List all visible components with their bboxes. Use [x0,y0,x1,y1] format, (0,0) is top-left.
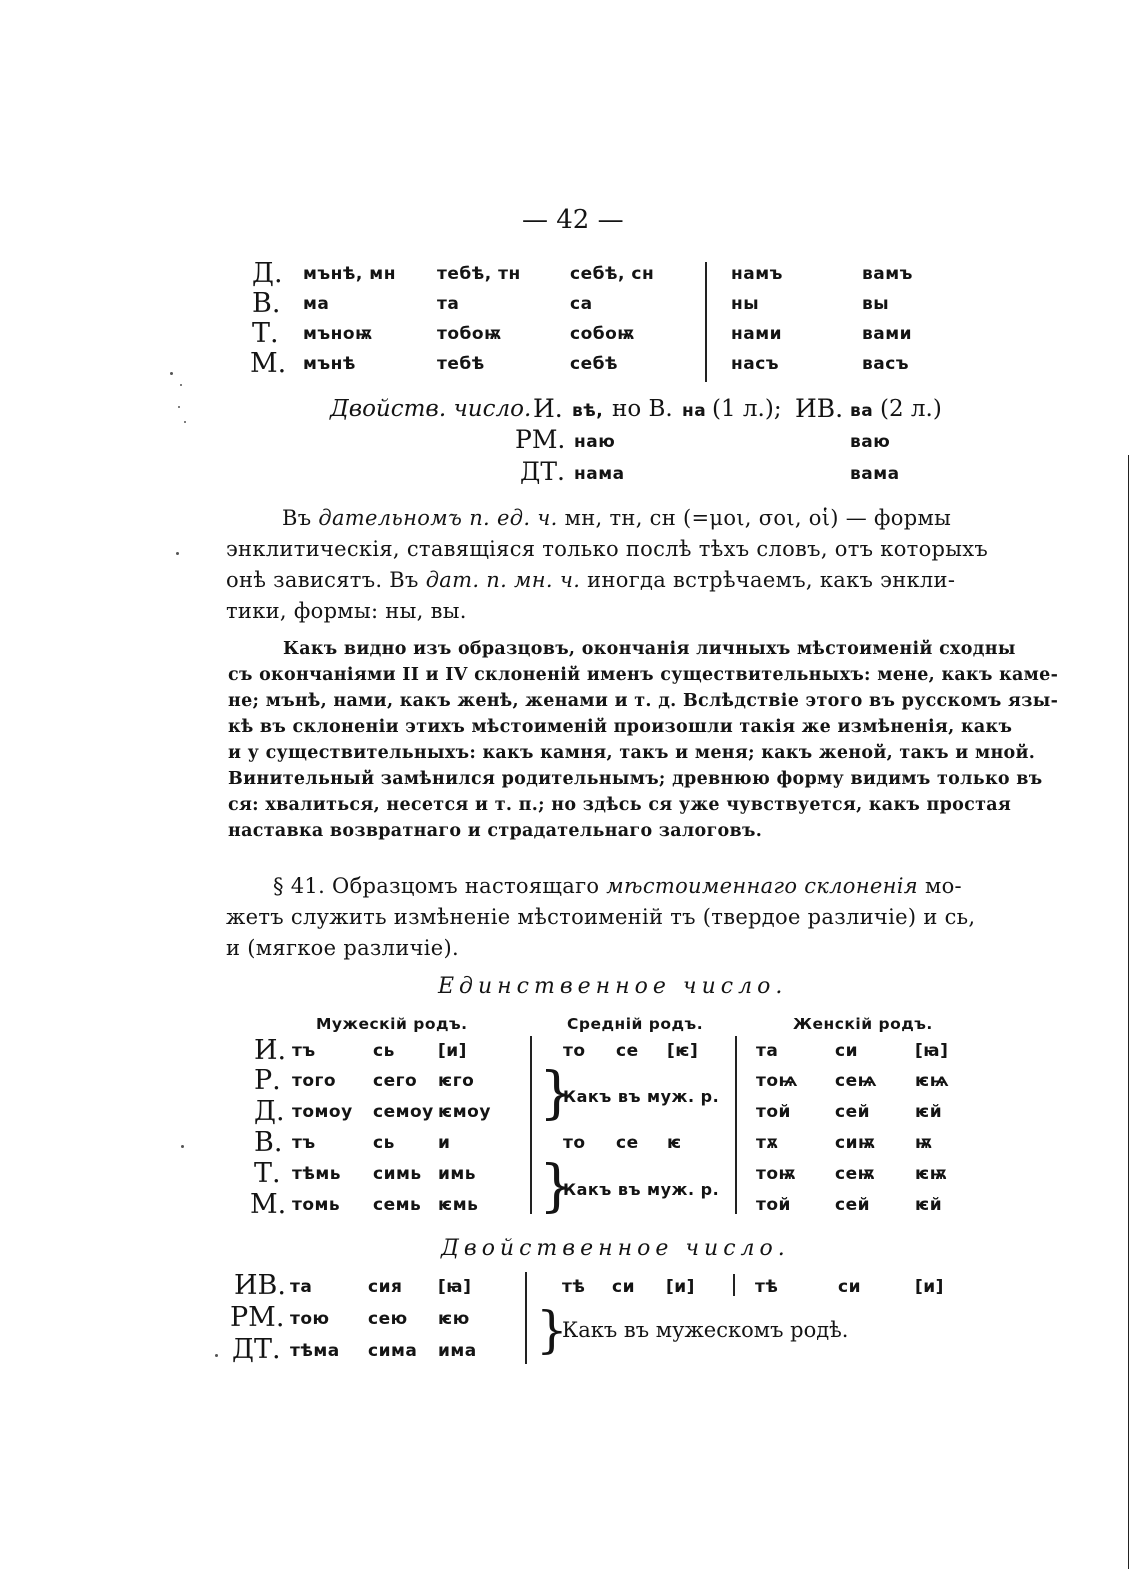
case-label: Д. [252,258,283,289]
case-label: В. [254,1127,283,1158]
text-line: съ окончаніями II и IV склоненій именъ существительныхъ: мене, какъ каме- [228,665,1059,685]
table-cell: ѥмь [438,1195,479,1215]
text-line: тики, формы: ны, вы. [226,599,467,623]
text-line: онѣ зависятъ. Въ дат. п. мн. ч. иногда встрѣчаемъ, какъ энкли- [226,568,956,592]
table-cell: ѥй [915,1195,943,1215]
table-cell: нами [731,324,783,344]
page-edge-line [1128,455,1129,1569]
text-line: жетъ служить измѣненіе мѣстоименій тъ (твердое различіе) и сь, [226,905,976,929]
case-label: ДТ. [232,1334,281,1365]
table-cell: ѥго [438,1071,475,1091]
table-cell: си [835,1041,858,1061]
table-cell: [и] [666,1277,695,1297]
case-label: Р. [254,1065,281,1096]
table-cell: семоу [373,1102,434,1122]
form: вама [850,464,900,484]
table-cell: [ꙗ] [438,1277,472,1297]
table-cell: тебѣ [437,354,485,374]
case-label: РМ. [515,425,566,454]
table-cell: сей [835,1102,871,1122]
table-cell: тѣма [290,1341,340,1361]
case-label: РМ. [230,1302,285,1333]
table-cell: мъноѭ [303,324,373,344]
table-cell: тѣмь [292,1164,342,1184]
case-label: ИВ. [795,394,844,423]
table-cell: ѥю [438,1309,470,1329]
case-label: Т. [254,1158,281,1189]
case-label: Д. [254,1096,285,1127]
case-label: ИВ. [234,1270,286,1301]
table-cell: ма [303,294,330,314]
table-cell: томь [292,1195,341,1215]
table-cell: се [616,1041,639,1061]
scan-speck [180,384,182,386]
text: (1 л.); [712,396,782,422]
text: но В. [612,396,673,422]
table-cell: ѥѭ [915,1164,948,1184]
table-cell: си [612,1277,635,1297]
text-line: Въ дательномъ п. ед. ч. мн, тн, сн (=μοι, σοι, οἱ) — формы [282,506,952,530]
table-cell: сь [373,1041,395,1061]
page-number: — 42 — [522,205,624,235]
table-cell: та [290,1277,313,1297]
table-cell: [и] [438,1041,467,1061]
table-cell: тоѩ [756,1071,799,1091]
table-cell: тѣ [562,1277,586,1297]
form: наю [574,432,616,452]
case-label: И. [254,1035,287,1066]
case-label: В. [252,288,281,319]
scan-speck [178,406,180,408]
text-line: и (мягкое различіе). [226,936,459,960]
table-cell: тоѭ [756,1164,797,1184]
table-cell: собоѭ [570,324,635,344]
table-cell: сей [835,1195,871,1215]
case-label: М. [250,348,287,379]
brace: } [536,1301,568,1359]
scan-speck [176,552,179,555]
scan-speck [181,1145,184,1148]
table-cell: тобоѭ [437,324,502,344]
table-cell: то [563,1041,586,1061]
form: нама [574,464,625,484]
table-cell: сима [368,1341,418,1361]
column-divider [530,1036,532,1214]
column-divider [705,262,707,382]
form: ва [850,401,874,421]
table-cell: си [838,1277,861,1297]
column-divider [735,1036,737,1214]
case-label: ДТ. [520,457,565,486]
table-cell: се [616,1133,639,1153]
text-line: энклитическія, ставящіяся только послѣ тѣхъ словъ, отъ которыхъ [226,537,989,561]
column-header: Женскій родъ. [793,1015,933,1033]
table-cell: мънѣ, мн [303,264,396,284]
text-line: кѣ въ склоненіи этихъ мѣстоименій произошли такія же измѣненія, какъ [228,717,1013,737]
same-as-note: Какъ въ муж. р. [563,1180,720,1199]
table-cell: сь [373,1133,395,1153]
table-cell: насъ [731,354,780,374]
text-line: § 41. Образцомъ настоящаго мѣстоименнаго склоненія мо- [273,874,962,898]
table-cell: [и] [915,1277,944,1297]
table-cell: вы [862,294,890,314]
form: ваю [850,432,891,452]
table-cell: тъ [292,1041,316,1061]
table-cell: ѥ [667,1133,682,1153]
section-title: Единственное число. [438,974,788,999]
column-header: Средній родъ. [567,1015,704,1033]
column-divider [525,1272,527,1364]
scan-speck [184,421,186,423]
dual-label: Двойств. число. [330,396,532,422]
table-cell: [ꙗ] [915,1041,949,1061]
case-label: И. [533,394,563,423]
section-title: Двойственное число. [441,1236,790,1261]
text-line: не; мънѣ, нами, какъ женѣ, женами и т. д. Вслѣдствіе этого въ русскомъ язы- [228,691,1059,711]
table-cell: то [563,1133,586,1153]
table-cell: того [292,1071,337,1091]
table-cell: томоу [292,1102,353,1122]
text: (2 л.) [880,396,942,422]
text-line: Винительный замѣнился родительнымъ; древнюю форму видимъ только въ [228,769,1043,789]
table-cell: симь [373,1164,422,1184]
table-cell: ѥмоу [438,1102,491,1122]
table-cell: той [756,1195,791,1215]
table-cell: тѣ [755,1277,779,1297]
column-header: Мужескій родъ. [316,1015,468,1033]
text-line: Какъ видно изъ образцовъ, окончанія личныхъ мѣстоименій сходны [283,639,1016,659]
table-cell: тою [290,1309,330,1329]
table-cell: тѫ [756,1133,779,1153]
table-cell: сия [368,1277,403,1297]
table-cell: [ѥ] [667,1041,699,1061]
table-cell: намъ [731,264,783,284]
table-cell: сею [368,1309,408,1329]
scan-speck [170,372,173,375]
scan-speck [215,1354,218,1357]
column-divider [733,1274,735,1296]
table-cell: ѥй [915,1102,943,1122]
brace: } [539,1154,575,1219]
table-cell: себѣ [570,354,618,374]
text-line: ся: хвалиться, несется и т. п.; но здѣсь ся уже чувствуется, какъ простая [228,795,1012,815]
table-cell: той [756,1102,791,1122]
table-cell: вамъ [862,264,913,284]
same-as-note: Какъ въ муж. р. [563,1087,720,1106]
table-cell: семь [373,1195,422,1215]
table-cell: ны [731,294,760,314]
text-line: и у существительныхъ: какъ камня, такъ и меня; какъ женой, такъ и мной. [228,743,1036,763]
table-cell: имь [438,1164,477,1184]
table-cell: ѭ [915,1133,933,1153]
text-line: наставка возвратнаго и страдательнаго залоговъ. [228,821,763,841]
table-cell: сеѩ [835,1071,878,1091]
table-cell: тебѣ, тн [437,264,521,284]
table-cell: са [570,294,593,314]
table-cell: има [438,1341,477,1361]
case-label: М. [250,1189,287,1220]
table-cell: сего [373,1071,418,1091]
brace: } [539,1061,575,1126]
table-cell: сиѭ [835,1133,876,1153]
form: вѣ, [572,401,604,421]
table-cell: вами [862,324,913,344]
case-label: Т. [252,318,279,349]
table-cell: ѥѩ [915,1071,950,1091]
table-cell: та [437,294,460,314]
table-cell: васъ [862,354,910,374]
table-cell: та [756,1041,779,1061]
table-cell: тъ [292,1133,316,1153]
table-cell: и [438,1133,451,1153]
table-cell: себѣ, сн [570,264,655,284]
table-cell: мънѣ [303,354,356,374]
same-as-note: Какъ въ мужескомъ родѣ. [562,1318,849,1342]
table-cell: сеѭ [835,1164,876,1184]
form: на [682,401,707,421]
